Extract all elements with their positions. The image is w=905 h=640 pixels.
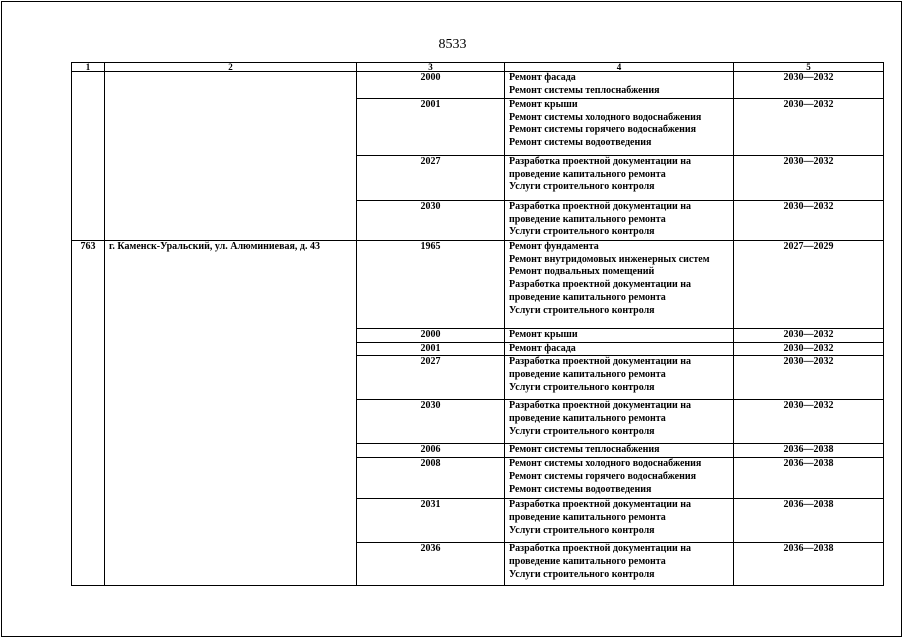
repair-period: 2030—2032	[734, 201, 884, 241]
work-item: Услуги строительного контроля	[509, 304, 655, 316]
commissioning-year: 2001	[357, 342, 505, 356]
work-item: Разработка проектной документации на	[509, 201, 692, 212]
repair-schedule-table	[71, 62, 884, 586]
column-header-1: 1	[72, 63, 105, 72]
work-item: Ремонт системы теплоснабжения	[509, 84, 660, 96]
object-address: г. Каменск-Уральский, ул. Алюминиевая, д. 43	[105, 241, 357, 586]
object-address	[105, 72, 357, 241]
works-list	[505, 356, 734, 400]
commissioning-year: 2000	[357, 329, 505, 343]
repair-period: 2027—2029	[734, 241, 884, 329]
commissioning-year: 2036	[357, 543, 505, 586]
works-list	[505, 329, 734, 343]
work-item: проведение капитального ремонта	[509, 213, 666, 225]
work-item: Ремонт системы горячего водоснабжения	[509, 470, 697, 482]
work-item: Ремонт крыши	[509, 329, 578, 340]
column-header-2: 2	[105, 63, 357, 72]
work-item: проведение капитального ремонта	[509, 168, 666, 180]
commissioning-year: 2001	[357, 99, 505, 156]
works-list	[505, 201, 734, 241]
column-header-3: 3	[357, 63, 505, 72]
commissioning-year: 2027	[357, 356, 505, 400]
repair-period: 2030—2032	[734, 342, 884, 356]
work-item: Разработка проектной документации на	[509, 400, 692, 412]
works-list	[505, 400, 734, 444]
table-row	[72, 72, 884, 99]
work-item: Услуги строительного контроля	[509, 226, 655, 238]
object-number	[72, 72, 105, 241]
table-row	[72, 241, 884, 329]
repair-period: 2030—2032	[734, 400, 884, 444]
works-list	[505, 342, 734, 356]
repair-period: 2030—2032	[734, 99, 884, 156]
commissioning-year: 2031	[357, 499, 505, 543]
commissioning-year: 1965	[357, 241, 505, 329]
object-number: 763	[72, 241, 105, 586]
repair-period: 2036—2038	[734, 444, 884, 458]
work-item: Ремонт внутридомовых инженерных систем	[509, 253, 710, 265]
commissioning-year: 2030	[357, 400, 505, 444]
work-item: проведение капитального ремонта	[509, 413, 666, 425]
works-list	[505, 444, 734, 458]
works-list	[505, 543, 734, 586]
works-list	[505, 499, 734, 543]
commissioning-year: 2030	[357, 201, 505, 241]
work-item: Ремонт системы холодного водоснабжения	[509, 111, 702, 123]
works-list	[505, 458, 734, 499]
work-item: Ремонт системы холодного водоснабжения	[509, 458, 702, 470]
works-list	[505, 156, 734, 201]
commissioning-year: 2008	[357, 458, 505, 499]
work-item: Ремонт системы водоотведения	[509, 137, 652, 149]
commissioning-year: 2006	[357, 444, 505, 458]
work-item: Ремонт системы горячего водоснабжения	[509, 124, 697, 136]
header-row	[72, 63, 884, 72]
repair-period: 2030—2032	[734, 156, 884, 201]
works-list	[505, 241, 734, 329]
work-item: Разработка проектной документации на	[509, 499, 692, 511]
work-item: Разработка проектной документации на	[509, 156, 692, 167]
works-list	[505, 99, 734, 156]
repair-period: 2030—2032	[734, 356, 884, 400]
repair-period: 2030—2032	[734, 329, 884, 343]
work-item: Ремонт фасада	[509, 342, 576, 354]
work-item: Ремонт системы теплоснабжения	[509, 444, 660, 456]
page-number: 8533	[438, 37, 467, 52]
work-item: Разработка проектной документации на	[509, 356, 692, 368]
work-item: Разработка проектной документации на	[509, 543, 692, 555]
work-item: Услуги строительного контроля	[509, 524, 655, 536]
repair-period: 2030—2032	[734, 72, 884, 99]
repair-period: 2036—2038	[734, 543, 884, 586]
work-item: Ремонт системы водоотведения	[509, 483, 652, 495]
commissioning-year: 2000	[357, 72, 505, 99]
column-header-5: 5	[734, 63, 884, 72]
column-header-4: 4	[505, 63, 734, 72]
commissioning-year: 2027	[357, 156, 505, 201]
repair-period: 2036—2038	[734, 458, 884, 499]
work-item: проведение капитального ремонта	[509, 511, 666, 523]
work-item: Ремонт фундамента	[509, 241, 599, 252]
work-item: Услуги строительного контроля	[509, 568, 655, 580]
work-item: проведение капитального ремонта	[509, 555, 666, 567]
work-item: проведение капитального ремонта	[509, 291, 666, 303]
work-item: Ремонт фасада	[509, 72, 576, 83]
work-item: Ремонт крыши	[509, 99, 578, 110]
work-item: Разработка проектной документации на	[509, 279, 692, 291]
work-item: Услуги строительного контроля	[509, 181, 655, 193]
works-list	[505, 72, 734, 99]
work-item: проведение капитального ремонта	[509, 369, 666, 381]
repair-period: 2036—2038	[734, 499, 884, 543]
work-item: Услуги строительного контроля	[509, 425, 655, 437]
work-item: Услуги строительного контроля	[509, 381, 655, 393]
work-item: Ремонт подвальных помещений	[509, 266, 655, 278]
